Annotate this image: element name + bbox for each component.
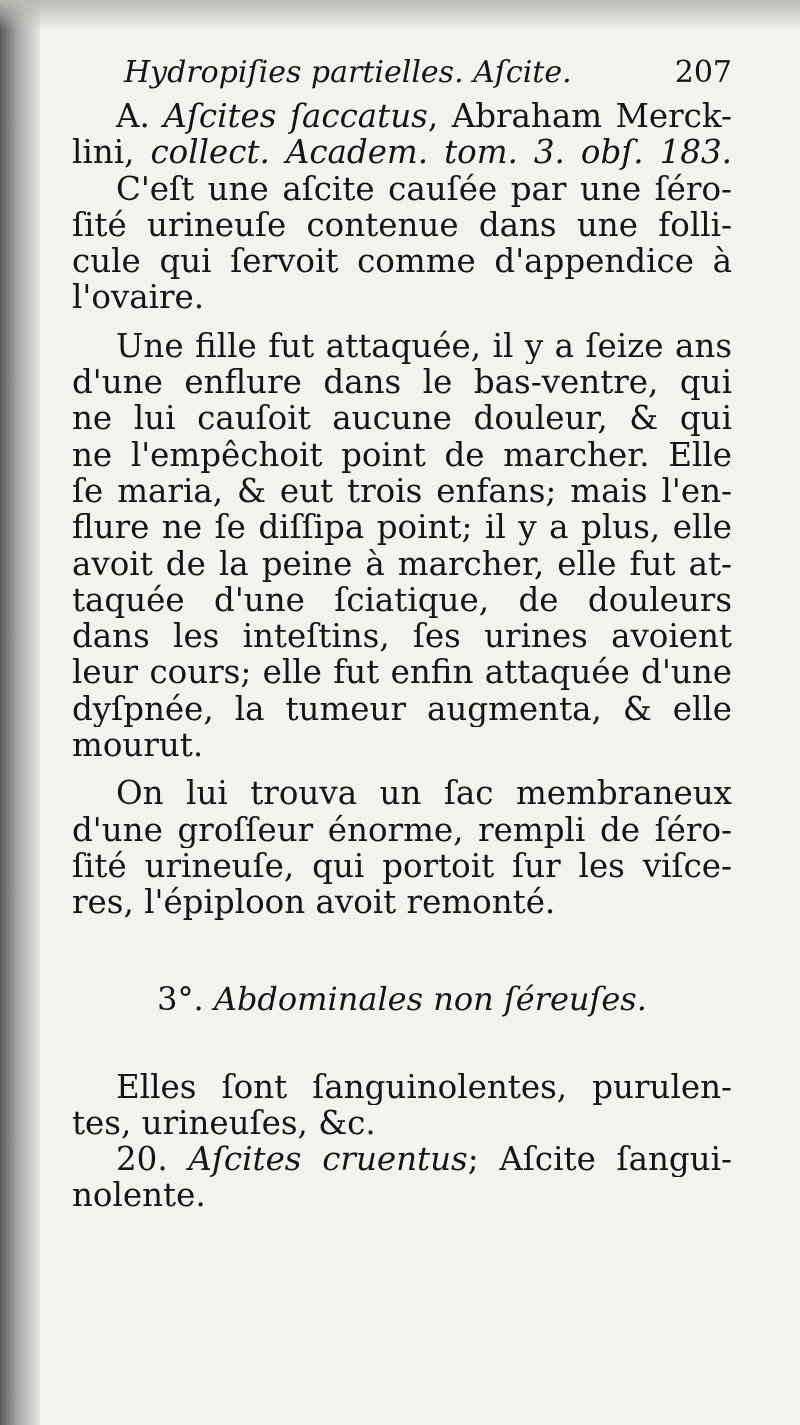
page-text-block xyxy=(72,48,732,1214)
entry-20-line-2: nolente. xyxy=(72,1177,206,1214)
entry-a-line-1 xyxy=(72,98,732,134)
entry-20-name: Aſcites cruentus xyxy=(188,1141,468,1178)
paragraph-2-line: ſe maria, & eut trois enfans; mais l'en- xyxy=(72,472,732,510)
paragraph-4 xyxy=(72,1069,732,1142)
paragraph-2 xyxy=(72,328,732,764)
running-header xyxy=(72,48,732,98)
paragraph-2-line: dans les inteſtins, ſes urines avoient xyxy=(72,618,732,655)
paragraph-3-line: ſité urineuſe, qui portoit ſur les viſce- xyxy=(72,847,732,885)
section-heading xyxy=(72,981,732,1017)
paragraph-3-line: res, l'épiploon avoit remonté. xyxy=(72,884,556,921)
page-top-shadow xyxy=(0,0,800,30)
page-number: 207 xyxy=(674,55,732,90)
paragraph-1 xyxy=(72,171,732,316)
entry-a-line-2 xyxy=(72,134,732,170)
entry-a-name: Aſcites ſaccatus xyxy=(163,98,428,135)
paragraph-3-line: On lui trouva un ſac membraneux xyxy=(116,775,732,812)
paragraph-2-line: avoit de la peine à marcher, elle fut at- xyxy=(72,545,732,582)
page-gutter-shadow xyxy=(0,0,40,1425)
paragraph-2-line: ne l'empêchoit point de marcher. Elle xyxy=(72,436,732,473)
paragraph-3-line: d'une groſſeur énorme, rempli de ſéro- xyxy=(72,811,732,848)
entry-a xyxy=(72,98,732,171)
entry-a-author: , Abraham Merck- xyxy=(427,98,732,135)
running-title: Hydropiſies partielles. Aſcite. xyxy=(124,55,572,90)
paragraph-1-line: cule qui ſervoit comme d'appendice à xyxy=(72,243,732,280)
entry-a-label: A. xyxy=(116,98,150,135)
paragraph-3 xyxy=(72,775,732,920)
paragraph-4-line: Elles ſont ſanguinolentes, purulen- xyxy=(116,1068,732,1105)
paragraph-2-line: dyſpnée, la tumeur augmenta, & elle xyxy=(72,690,732,728)
entry-20-rest: ; Aſcite ſangui- xyxy=(467,1141,732,1178)
paragraph-2-line: taquée d'une ſciatique, de douleurs xyxy=(72,581,732,619)
paragraph-2-line: leur cours; elle fut enfin attaquée d'une xyxy=(72,654,732,691)
paragraph-2-line: Une fille fut attaquée, il y a ſeize ans xyxy=(116,327,732,365)
section-number: 3°. xyxy=(157,979,204,1018)
section-title: Abdominales non ſéreuſes. xyxy=(213,979,647,1018)
paragraph-1-line: C'eſt une aſcite cauſée par une ſéro- xyxy=(116,170,732,207)
paragraph-1-line: l'ovaire. xyxy=(72,279,205,316)
paragraph-1-line: ſité urineuſe contenue dans une folli- xyxy=(72,206,732,244)
paragraph-2-line: mourut. xyxy=(72,727,204,764)
paragraph-2-line: d'une enflure dans le bas-ventre, qui xyxy=(72,364,732,401)
entry-a-author-end: lini, xyxy=(72,134,151,171)
paragraph-2-line: flure ne ſe diſſipa point; il y a plus, elle xyxy=(72,509,732,546)
entry-20 xyxy=(72,1141,732,1214)
paragraph-2-line: ne lui cauſoit aucune douleur, & qui xyxy=(72,400,732,437)
entry-a-reference: collect. Academ. tom. 3. obſ. 183. xyxy=(150,134,732,171)
paragraph-4-line: tes, urineuſes, &c. xyxy=(72,1104,376,1142)
entry-20-line-1 xyxy=(72,1141,732,1177)
entry-20-number: 20. xyxy=(116,1141,168,1178)
